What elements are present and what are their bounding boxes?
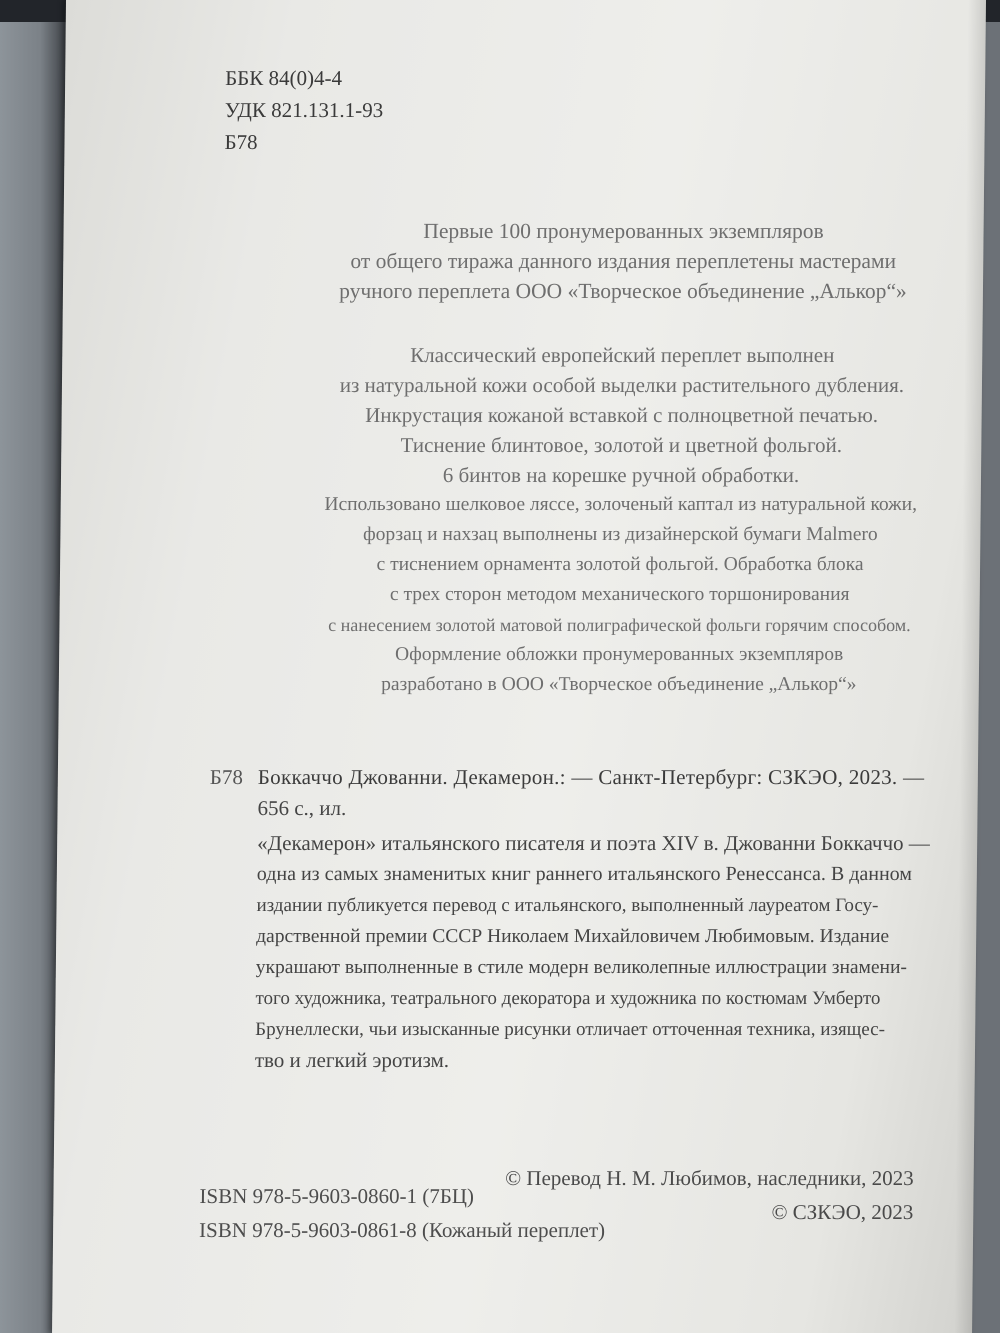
bib-annotation-line: одна из самых знаменитых книг раннего итальянского Ренессанса. В данном [256,863,913,885]
bib-annotation-line: «Декамерон» итальянского писателя и поэта XIV в. Джованни Боккаччо — [257,831,931,855]
bib-annotation-line: того художника, театрального декоратора и художника по костюмам Умберто [255,988,881,1009]
binding-description [239,340,1000,700]
isbn-line: ISBN 978-5-9603-0860-1 (7БЦ) [199,1184,475,1208]
binding-line: с нанесением золотой матовой полиграфической фольги горячим способом. [328,615,911,635]
author-mark: Б78 [224,130,258,154]
binding-line: Классический европейский переплет выполнен [410,343,835,367]
bib-annotation-line: украшают выполненные в стиле модерн великолепные иллюстрации знамени- [255,957,908,978]
binding-line: Оформление обложки пронумерованных экземпляров [394,644,844,665]
udk-code: УДК 821.131.1-93 [224,98,384,122]
bib-annotation-line: Брунеллески, чьи изысканные рисунки отличает отточенная техника, изящес- [255,1019,886,1040]
isbn-line: ISBN 978-5-9603-0861-8 (Кожаный переплет) [198,1218,606,1242]
bib-heading: Боккаччо Джованни. Декамерон.: — Санкт-Петербург: СЗКЭО, 2023. — [257,765,925,789]
bbk-code: ББК 84(0)4-4 [225,66,343,90]
bib-annotation-line: тво и легкий эротизм. [254,1048,450,1072]
edition-note [243,216,1000,306]
binding-line: 6 бинтов на корешке ручной обработки. [442,463,800,487]
bib-author-mark: Б78 [209,765,244,789]
classification-block [224,62,525,158]
edition-note-line: Первые 100 пронумерованных экземпляров [423,219,824,243]
binding-line: разработано в ООО «Творческое объединение „Алькор“» [381,674,857,695]
binding-line: форзац и нахзац выполнены из дизайнерской бумаги Malmero [362,524,878,545]
bib-annotation-line: издании публикуется перевод с итальянского, выполненный лауреатом Госу- [256,895,879,916]
publisher-copyright: © СЗКЭО, 2023 [771,1200,914,1224]
binding-line: Тиснение блинтовое, золотой и цветной фольгой. [400,433,843,457]
binding-line: Инкрустация кожаной вставкой с полноцветной печатью. [365,403,879,427]
bibliographic-record [207,762,1000,1076]
bib-annotation-line: дарственной премии СССР Николаем Михайловичем Любимовым. Издание [256,926,890,947]
bib-pages: 656 с., ил. [257,796,347,820]
binding-line: Использовано шелковое ляссе, золоченый каптал из натуральной кожи, [324,494,918,515]
edition-note-line: от общего тиража данного издания переплетены мастерами [350,249,897,273]
binding-line: из натуральной кожи особой выделки растительного дубления. [339,373,905,397]
edition-note-line: ручного переплета ООО «Творческое объединение „Алькор“» [339,279,907,303]
translation-copyright: © Перевод Н. М. Любимов, наследники, 2023 [505,1166,914,1190]
binding-line: с тиснением орнамента золотой фольгой. Обработка блока [376,554,864,575]
binding-line: с трех сторон методом механического торшонирования [389,584,850,605]
book-page [52,0,986,1333]
